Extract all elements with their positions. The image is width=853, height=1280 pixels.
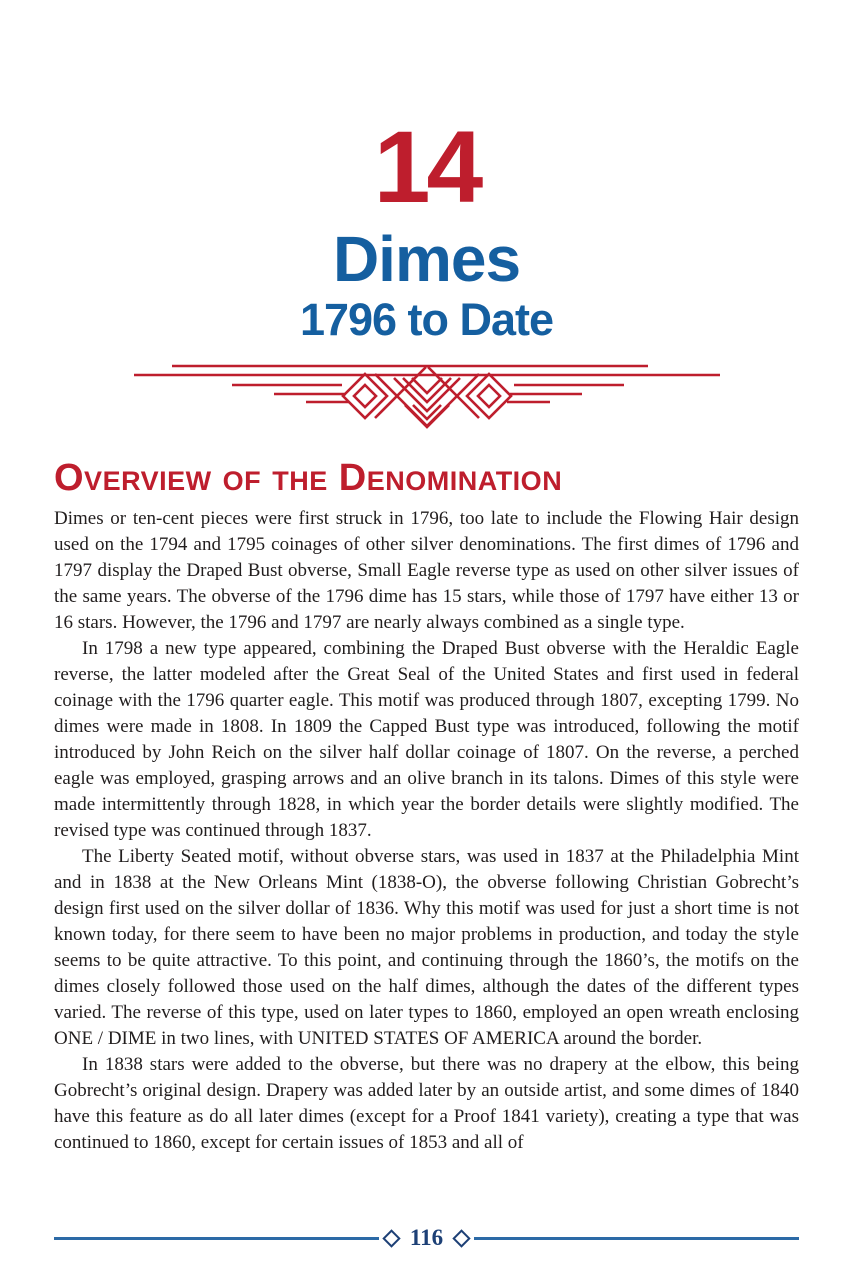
chapter-header: [0, 110, 853, 346]
paragraph: Dimes or ten-cent pieces were first struck in 1796, too late to include the Flowing Hair design used on the 1794 and 1795 coinages of other silver denominations. The first dimes of 1796 and 1797 display the Draped Bust obverse, Small Eagle reverse type as used on other silver issues of the same years. The obverse of the 1796 dime has 15 stars, while those of 1797 have either 13 or 16 stars. However, the 1796 and 1797 are nearly always combined as a single type.: [54, 508, 799, 634]
art-deco-divider-icon: [132, 359, 722, 433]
body-text: [54, 506, 799, 1156]
chapter-subtitle: 1796 to Date: [299, 294, 554, 346]
footer-rule-right: [474, 1237, 799, 1240]
paragraph: The Liberty Seated motif, without obverse stars, was used in 1837 at the Philadelphia Mint and in 1838 at the New Orleans Mint (1838-O), the obverse following Christian Gobrecht’s design first used on the silver dollar of 1836. Why this motif was used for just a short time is not known today, for there seem to have been no major problems in production, and today the style seems to be quite attractive. To this point, and continuing through the 1860’s, the motifs on the dimes closely followed those used on the half dimes, although the dates of the different types varied. The reverse of this type, used on later types to 1860, employed an open wreath enclosing ONE / DIME in two lines, with UNITED STATES OF AMERICA around the border.: [54, 846, 799, 1050]
chapter-title: Dimes: [332, 223, 521, 295]
diamond-icon: [382, 1229, 400, 1247]
page-footer: [54, 1225, 799, 1251]
chapter-number: 14: [373, 110, 480, 224]
footer-rule-left: [54, 1237, 379, 1240]
chapter-divider: [0, 359, 853, 438]
page-number: 116: [409, 1225, 444, 1250]
section-heading: Overview of the Denomination: [54, 456, 563, 499]
paragraph: In 1798 a new type appeared, combining the Draped Bust obverse with the Heraldic Eagle reverse, the latter modeled after the Great Seal of the United States and first used in federal coinage with the 1796 quarter eagle. This motif was produced through 1807, excepting 1799. No dimes were made in 1808. In 1809 the Capped Bust type was introduced, following the motif introduced by John Reich on the silver half dollar coinage of 1807. On the reverse, a perched eagle was employed, grasping arrows and an olive branch in its talons. Dimes of this style were made intermittently through 1828, in which year the border details were slightly modified. The revised type was continued through 1837.: [54, 638, 799, 842]
diamond-icon: [452, 1229, 470, 1247]
paragraph: In 1838 stars were added to the obverse, but there was no drapery at the elbow, this being Gobrecht’s original design. Drapery was added later by an outside artist, and some dimes of 1840 have this feature as do all later dimes (except for a Proof 1841 variety), creating a type that was continued to 1860, except for certain issues of 1853 and all of: [54, 1054, 799, 1154]
